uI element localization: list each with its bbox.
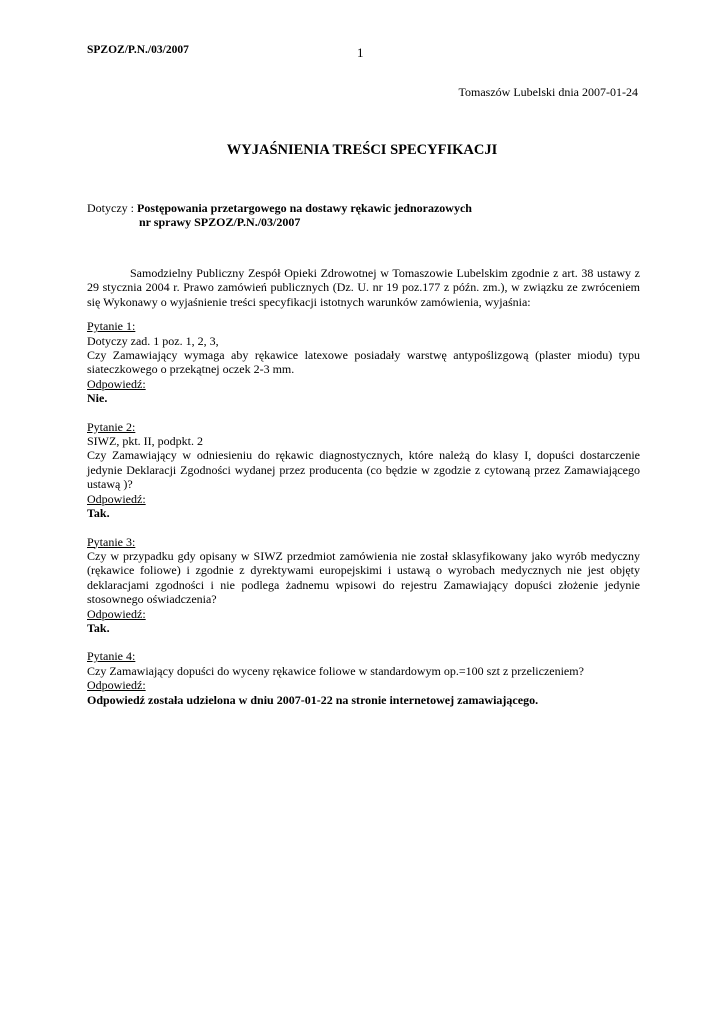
question-block-4 — [87, 649, 640, 707]
subject-line-1 — [87, 201, 647, 215]
question-text: Czy Zamawiający w odniesieniu do rękawic diagnostycznych, które należą do klasy I, dopuści dostarczenie jedynie Deklaracji Zgodności wydanej przez producenta (co będzie w zgodzie z cytowaną przez Zamawiającego ustawą )? — [87, 448, 640, 492]
subject-block — [87, 201, 647, 230]
question-label: Pytanie 4: — [87, 649, 136, 664]
document-title: WYJAŚNIENIA TREŚCI SPECYFIKACJI — [226, 142, 498, 158]
intro-paragraph: Samodzielny Publiczny Zespół Opieki Zdrowotnej w Tomaszowie Lubelskim zgodnie z art. 38 ustawy z 29 stycznia 2004 r. Prawo zamówień publicznych (Dz. U. nr 19 poz.177 z późn. zm.), w związku ze zwróceniem się Wykonawy o wyjaśnienie treści specyfikacji istotnych warunków zamówienia, wyjaśnia: — [87, 266, 640, 309]
question-text: Czy Zamawiający wymaga aby rękawice latexowe posiadały warstwę antypoślizgową (plaster miodu) typu siateczkowego o przekątnej oczek 2-3 mm. — [87, 348, 640, 377]
question-block-1 — [87, 319, 640, 405]
question-reference: Dotyczy zad. 1 poz. 1, 2, 3, — [87, 333, 219, 348]
answer-text: Odpowiedź została udzielona w dniu 2007-01-22 na stronie internetowej zamawiającego. — [87, 692, 539, 707]
page-number: 1 — [357, 45, 364, 60]
document-reference: SPZOZ/P.N./03/2007 — [87, 44, 189, 56]
answer-text: Tak. — [87, 620, 110, 635]
question-reference: SIWZ, pkt. II, podpkt. 2 — [87, 434, 203, 449]
question-label: Pytanie 3: — [87, 534, 136, 549]
question-label: Pytanie 2: — [87, 419, 136, 434]
answer-label: Odpowiedź: — [87, 606, 146, 621]
question-block-3 — [87, 535, 640, 636]
place-and-date: Tomaszów Lubelski dnia 2007-01-24 — [458, 85, 638, 99]
answer-label: Odpowiedź: — [87, 376, 146, 391]
document-body — [87, 266, 640, 721]
question-text: Czy w przypadku gdy opisany w SIWZ przedmiot zamówienia nie został sklasyfikowany jako wyrób medyczny (rękawice foliowe) i zgodnie z dyrektywami europejskimi i ustawą o wyrobach medycznych nie jest objęty deklaracjami zgodności i nie podlega żadnemu wpisowi do rejestru Zamawiający dopuści złożenie jedynie stosownego oświadczenia? — [87, 548, 640, 607]
question-block-2 — [87, 420, 640, 521]
question-label: Pytanie 1: — [87, 319, 136, 334]
subject-label: Dotyczy : — [87, 201, 137, 215]
subject-text: Postępowania przetargowego na dostawy rękawic jednorazowych — [137, 201, 472, 215]
question-text: Czy Zamawiający dopuści do wyceny rękawice foliowe w standardowym op.=100 szt z przeliczeniem? — [87, 663, 584, 678]
subject-case-number: nr sprawy SPZOZ/P.N./03/2007 — [139, 215, 301, 230]
answer-text: Nie. — [87, 391, 108, 406]
answer-label: Odpowiedź: — [87, 678, 146, 693]
answer-text: Tak. — [87, 506, 110, 521]
answer-label: Odpowiedź: — [87, 491, 146, 506]
